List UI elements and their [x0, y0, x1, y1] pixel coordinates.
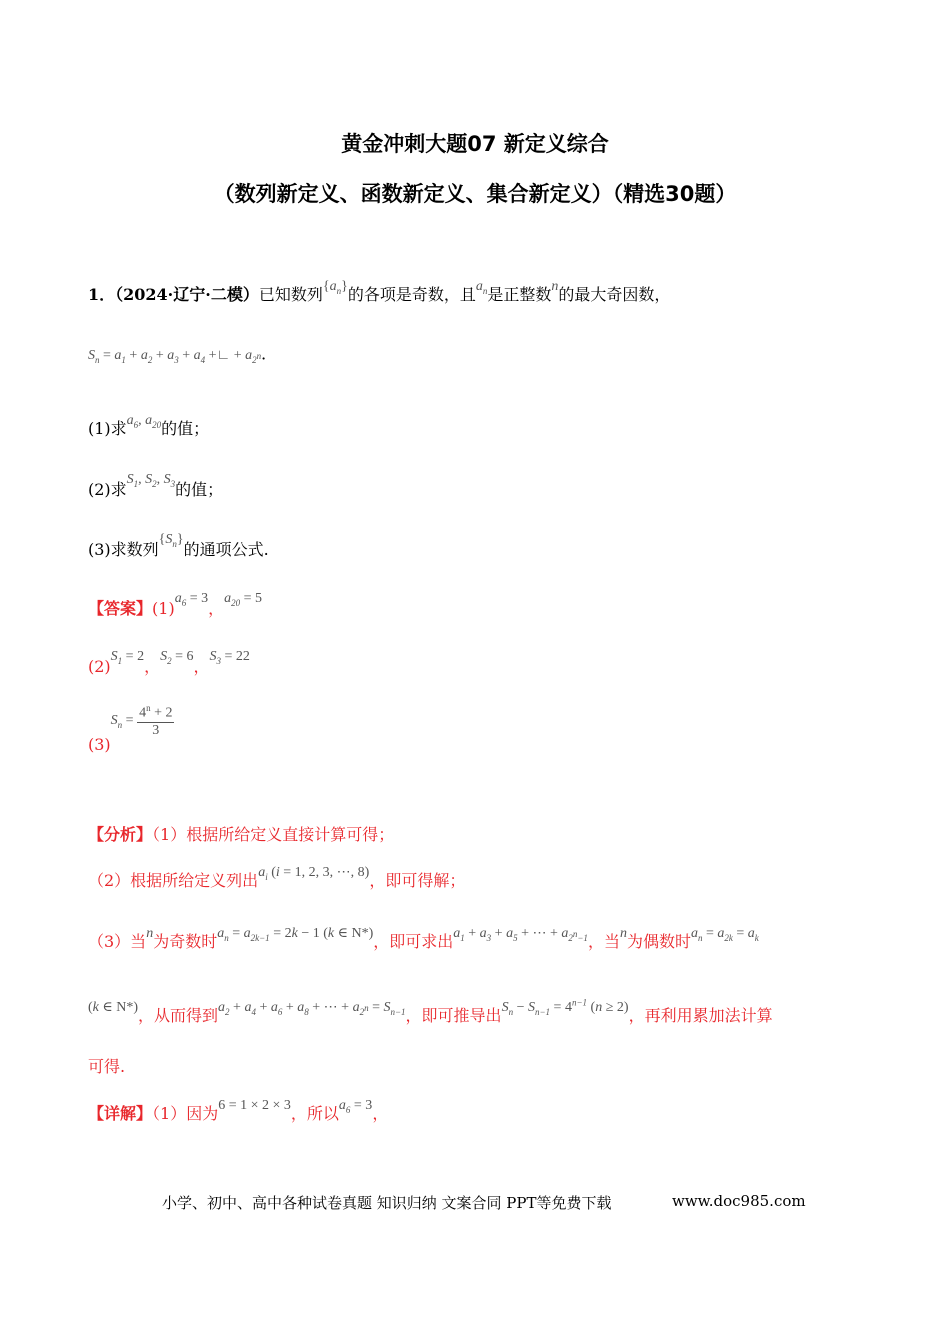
- problem-stem: 1．（2024·辽宁·二模）已知数列$\{a_n\}$的各项是奇数，且$a_n$是正整数n的最大奇因数，: [88, 279, 671, 304]
- question-1: (1)求$a_6$, $a_{20}$的值；: [88, 413, 210, 438]
- math-odd-sum: $a_1 + a_3 + a_5$ + ⋯ + $a_{2^n-1}$: [453, 926, 588, 943]
- math-n: n: [551, 279, 559, 294]
- detail-label: 【详解】: [88, 1104, 153, 1123]
- analysis-label: 【分析】: [88, 825, 153, 844]
- sum-definition: $S_n = a_1 + a_2 + a_3 + a_4$ +∟ + $a_{2^n}$．: [88, 344, 278, 365]
- math-n-odd: n: [146, 926, 154, 941]
- problem-source: （2024·辽宁·二模）: [115, 285, 259, 304]
- math-even-case: $a_n = a_{2k} = a_k$: [690, 926, 759, 943]
- question-3: (3)求数列$\{S_n\}$的通项公式.: [88, 532, 269, 559]
- math-a20-eq-5: $a_{20} = 5$: [224, 591, 263, 608]
- math-s1-eq-2: $S_1 = 2$: [110, 649, 145, 666]
- math-a6-a20: $a_6$, $a_{20}$: [126, 413, 162, 430]
- math-s1-s2-s3: $S_1$, $S_2$, $S_3$: [126, 472, 176, 489]
- footer-text: 小学、初中、高中各种试卷真题 知识归纳 文案合同 PPT等免费下载: [162, 1194, 612, 1212]
- math-even-sum: $a_2 + a_4 + a_6 + a_8$ + ⋯ + $a_{2^n} = S_{n-1}$: [218, 1000, 406, 1017]
- math-s3-eq-22: $S_3 = 22$: [209, 649, 250, 666]
- analysis-line-3: （3）当n为奇数时$a_n = a_{2k-1} = 2k - 1$ (k ∈ N*)，即可求出$a_1 + a_3 + a_5$ + ⋯ + $a_{2^n-1}$，当n为偶数时$a_n = a_{2k} = a_k$: [88, 926, 759, 951]
- detail-line-1: 【详解】（1）因为6 = 1 × 2 × 3，所以$a_6 = 3$，: [88, 1098, 389, 1123]
- answer-part-1: 【答案】$(1)a_6 = 3$，$a_{20} = 5$: [88, 591, 263, 618]
- math-n-even: n: [619, 926, 627, 941]
- analysis-line-2: （2）根据所给定义列出$a_i$ (i = 1, 2, 3, ⋯, 8)，即可得解；: [88, 865, 466, 890]
- footer-site-link[interactable]: www.doc985.com: [672, 1192, 806, 1210]
- math-a6-eq-3-detail: $a_6 = 3$: [338, 1098, 373, 1115]
- problem-number: 1．: [88, 285, 116, 304]
- math-seq-an: $\{a_n\}$: [322, 279, 348, 296]
- math-odd-case: $a_n = a_{2k-1} = 2k - 1$ (k ∈ N*): [217, 926, 374, 943]
- document-subtitle: （数列新定义、函数新定义、集合新定义）（精选30题）: [213, 182, 737, 206]
- math-ai-list: $a_i$ (i = 1, 2, 3, ⋯, 8): [258, 865, 370, 882]
- math-k-in-n: (k ∈ N*): [88, 1000, 139, 1015]
- analysis-line-1: 【分析】（1）根据所给定义直接计算可得；: [88, 825, 395, 844]
- question-2: (2)求$S_1$, $S_2$, $S_3$的值；: [88, 472, 224, 499]
- answer-part-2: $(2)S_1 = 2$，$S_2 = 6$，$S_3 = 22$: [88, 649, 250, 676]
- analysis-line-4: (k ∈ N*)，从而得到$a_2 + a_4 + a_6 + a_8$ + ⋯ + $a_{2^n} = S_{n-1}$，即可推导出$S_n - S_{n-1} = 4^{n-1}$ (n ≥ 2)，再利用累加法计算: [88, 997, 773, 1025]
- math-s2-eq-6: $S_2 = 6$: [160, 649, 194, 666]
- math-an: $a_n$: [475, 279, 488, 296]
- document-title: 黄金冲刺大题07 新定义综合: [341, 132, 609, 156]
- math-recurrence: $S_n - S_{n-1} = 4^{n-1}$ (n ≥ 2): [501, 997, 629, 1017]
- math-sum-sn: $S_n = a_1 + a_2 + a_3 + a_4$ +∟ + $a_{2^n}$: [88, 348, 262, 365]
- answer-part-3: $(3)S_n$ = $\frac{4^n + 2}{3}$: [88, 703, 173, 755]
- answer-label: 【答案】: [88, 599, 153, 618]
- math-a6-eq-3: $a_6 = 3$: [174, 591, 209, 608]
- analysis-line-5: 可得.: [88, 1057, 126, 1076]
- math-seq-sn: $\{S_n\}$: [158, 532, 184, 549]
- math-sn-formula: $S_n$ = $\frac{4^n + 2}{3}$: [110, 703, 173, 738]
- math-6-factor: 6 = 1 × 2 × 3: [218, 1098, 291, 1113]
